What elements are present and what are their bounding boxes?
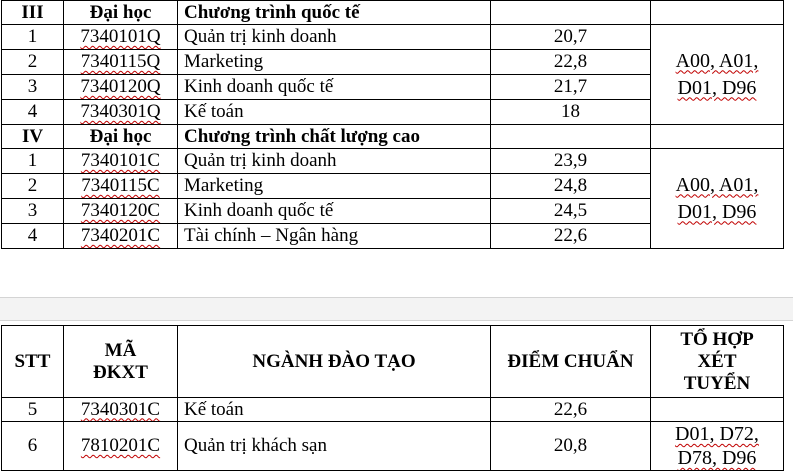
row-major: Kế toán — [178, 398, 491, 422]
row-major: Tài chính – Ngân hàng — [178, 224, 491, 249]
combination-cell — [651, 422, 784, 471]
empty-cell — [651, 1, 784, 25]
row-stt: 6 — [2, 422, 64, 471]
header-combination — [651, 326, 784, 398]
section-level: Đại học — [64, 1, 178, 25]
row-code: 7340201C — [80, 225, 161, 246]
row-stt: 1 — [2, 149, 64, 174]
page-break-divider — [0, 297, 793, 321]
table-header-row — [2, 326, 784, 398]
table-row — [2, 422, 784, 471]
header-stt: STT — [2, 326, 64, 398]
row-major: Marketing — [178, 174, 491, 199]
header-combination-line: XÉT — [697, 350, 737, 372]
row-code: 7340120C — [80, 200, 161, 221]
table-row — [2, 149, 784, 174]
row-major: Quản trị kinh doanh — [178, 25, 491, 50]
row-stt: 4 — [2, 100, 64, 125]
header-code — [64, 326, 178, 398]
row-stt: 2 — [2, 50, 64, 75]
combination-cell — [651, 398, 784, 422]
row-stt: 3 — [2, 75, 64, 100]
header-score: ĐIỂM CHUẨN — [491, 326, 651, 398]
row-code: 7340115C — [81, 175, 160, 196]
row-score: 20,8 — [491, 422, 651, 471]
table-row — [2, 25, 784, 50]
header-combination-line: TUYỂN — [683, 372, 751, 394]
combination-cell — [651, 149, 784, 249]
header-combination-line: TỔ HỢP — [680, 328, 754, 350]
combination-line: D01, D96 — [677, 200, 757, 223]
row-major: Kinh doanh quốc tế — [178, 199, 491, 224]
combination-line: A00, A01, — [675, 173, 759, 196]
row-score: 22,6 — [491, 224, 651, 249]
row-stt: 5 — [2, 398, 64, 422]
row-score: 24,8 — [491, 174, 651, 199]
row-score: 24,5 — [491, 199, 651, 224]
row-code: 7340115Q — [80, 51, 161, 72]
combination-line: A00, A01, — [675, 49, 759, 72]
row-major: Kế toán — [178, 100, 491, 125]
row-code: 7340101Q — [80, 26, 161, 47]
row-score: 20,7 — [491, 25, 651, 50]
row-score: 22,8 — [491, 50, 651, 75]
header-code-line: ĐKXT — [93, 361, 148, 383]
section-level: Đại học — [64, 125, 178, 149]
header-major: NGÀNH ĐÀO TẠO — [178, 326, 491, 398]
table-row — [2, 398, 784, 422]
row-code: 7810201C — [80, 435, 161, 456]
row-score: 18 — [491, 100, 651, 125]
row-code: 7340301C — [80, 398, 161, 420]
row-major: Quản trị khách sạn — [178, 422, 491, 471]
row-code: 7340301Q — [80, 101, 161, 122]
row-major: Marketing — [178, 50, 491, 75]
admission-scores-table-top — [1, 0, 784, 249]
row-major: Kinh doanh quốc tế — [178, 75, 491, 100]
empty-cell — [491, 1, 651, 25]
section-title: Chương trình quốc tế — [178, 1, 491, 25]
combination-line: D01, D72, — [675, 423, 759, 445]
row-stt: 3 — [2, 199, 64, 224]
section-title: Chương trình chất lượng cao — [178, 125, 491, 149]
combination-line: D01, D96 — [677, 76, 757, 99]
empty-cell — [491, 125, 651, 149]
combination-line: D78, D96 — [677, 447, 757, 469]
row-major: Quản trị kinh doanh — [178, 149, 491, 174]
row-stt: 4 — [2, 224, 64, 249]
combination-cell — [651, 25, 784, 125]
section-roman-numeral: IV — [2, 125, 64, 149]
section-roman-numeral: III — [2, 1, 64, 25]
empty-cell — [651, 125, 784, 149]
header-code-line: MÃ — [104, 339, 137, 361]
row-stt: 1 — [2, 25, 64, 50]
row-code: 7340120Q — [80, 76, 161, 97]
row-score: 23,9 — [491, 149, 651, 174]
row-score: 22,6 — [491, 398, 651, 422]
section-header-row — [2, 125, 784, 149]
admission-scores-table-bottom — [1, 325, 784, 471]
row-stt: 2 — [2, 174, 64, 199]
row-code: 7340101C — [80, 150, 161, 171]
section-header-row — [2, 1, 784, 25]
row-score: 21,7 — [491, 75, 651, 100]
